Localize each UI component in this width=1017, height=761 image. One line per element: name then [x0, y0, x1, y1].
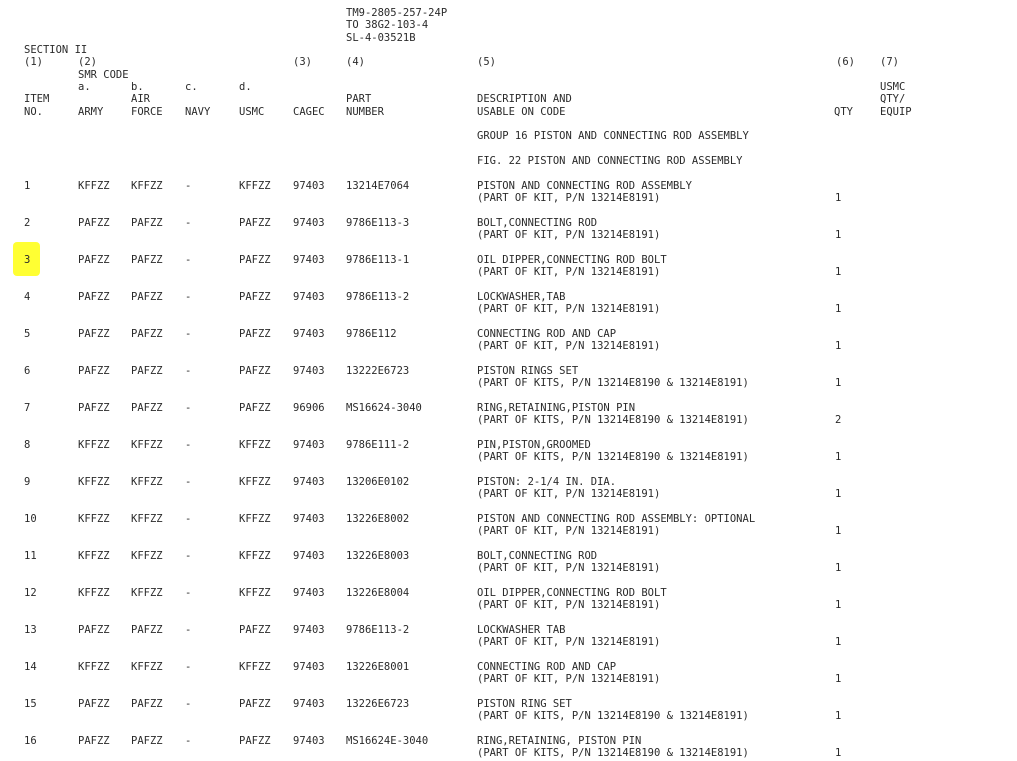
cell-navy: - — [185, 180, 192, 192]
cell-description: RING,RETAINING, PISTON PIN — [477, 735, 642, 747]
header-air-2: FORCE — [131, 106, 163, 118]
cell-item: 10 — [24, 513, 37, 525]
cell-cagec: 97403 — [293, 550, 325, 562]
cell-item: 13 — [24, 624, 37, 636]
cell-usmc: PAFZZ — [239, 624, 271, 636]
cell-navy: - — [185, 365, 192, 377]
cell-usable-on: (PART OF KIT, P/N 13214E8191) — [477, 303, 661, 315]
cell-usable-on: (PART OF KITS, P/N 13214E8190 & 13214E8191) — [477, 451, 749, 463]
header-desc-1: DESCRIPTION AND — [477, 93, 572, 105]
cell-cagec: 97403 — [293, 513, 325, 525]
cell-usmc: KFFZZ — [239, 439, 271, 451]
cell-part: 13226E6723 — [346, 698, 410, 710]
cell-usable-on: (PART OF KIT, P/N 13214E8191) — [477, 562, 661, 574]
cell-usmc: KFFZZ — [239, 513, 271, 525]
cell-army: PAFZZ — [78, 698, 110, 710]
cell-usmc: PAFZZ — [239, 291, 271, 303]
cell-part: MS16624E-3040 — [346, 735, 429, 747]
cell-navy: - — [185, 550, 192, 562]
cell-army: PAFZZ — [78, 254, 110, 266]
cell-qty: 1 — [835, 636, 842, 648]
cell-navy: - — [185, 476, 192, 488]
cell-usable-on: (PART OF KIT, P/N 13214E8191) — [477, 673, 661, 685]
doc-id-to: TO 38G2-103-4 — [346, 19, 429, 31]
cell-part: 13226E8001 — [346, 661, 410, 673]
cell-air: PAFZZ — [131, 254, 163, 266]
cell-usable-on: (PART OF KIT, P/N 13214E8191) — [477, 192, 661, 204]
figure-title: FIG. 22 PISTON AND CONNECTING ROD ASSEMBLY — [477, 155, 743, 167]
cell-item: 9 — [24, 476, 31, 488]
cell-air: PAFZZ — [131, 698, 163, 710]
cell-usmc: PAFZZ — [239, 254, 271, 266]
cell-description: BOLT,CONNECTING ROD — [477, 217, 598, 229]
sub-letter-usmc: d. — [239, 81, 252, 93]
cell-army: KFFZZ — [78, 513, 110, 525]
cell-part: MS16624-3040 — [346, 402, 422, 414]
cell-description: PIN,PISTON,GROOMED — [477, 439, 591, 451]
cell-qty: 1 — [835, 340, 842, 352]
cell-navy: - — [185, 698, 192, 710]
cell-navy: - — [185, 661, 192, 673]
cell-usmc: PAFZZ — [239, 328, 271, 340]
cell-air: KFFZZ — [131, 513, 163, 525]
cell-army: PAFZZ — [78, 328, 110, 340]
cell-air: KFFZZ — [131, 439, 163, 451]
header-usmc-qty-2: QTY/ — [880, 93, 906, 105]
cell-qty: 1 — [835, 710, 842, 722]
cell-usable-on: (PART OF KITS, P/N 13214E8190 & 13214E8191) — [477, 710, 749, 722]
cell-usable-on: (PART OF KIT, P/N 13214E8191) — [477, 525, 661, 537]
cell-navy: - — [185, 328, 192, 340]
cell-army: PAFZZ — [78, 365, 110, 377]
cell-item: 3 — [24, 254, 31, 266]
cell-cagec: 97403 — [293, 180, 325, 192]
cell-army: PAFZZ — [78, 217, 110, 229]
cell-description: BOLT,CONNECTING ROD — [477, 550, 598, 562]
cell-qty: 1 — [835, 377, 842, 389]
cell-air: PAFZZ — [131, 291, 163, 303]
cell-army: KFFZZ — [78, 439, 110, 451]
cell-air: KFFZZ — [131, 661, 163, 673]
cell-army: KFFZZ — [78, 661, 110, 673]
cell-qty: 1 — [835, 525, 842, 537]
cell-description: LOCKWASHER,TAB — [477, 291, 566, 303]
cell-army: KFFZZ — [78, 180, 110, 192]
cell-item: 7 — [24, 402, 31, 414]
cell-description: OIL DIPPER,CONNECTING ROD BOLT — [477, 254, 667, 266]
cell-description: CONNECTING ROD AND CAP — [477, 661, 617, 673]
cell-army: PAFZZ — [78, 735, 110, 747]
cell-part: 9786E113-3 — [346, 217, 410, 229]
sub-letter-air: b. — [131, 81, 144, 93]
cell-navy: - — [185, 587, 192, 599]
header-part-1: PART — [346, 93, 372, 105]
cell-army: KFFZZ — [78, 476, 110, 488]
cell-usmc: KFFZZ — [239, 587, 271, 599]
cell-cagec: 97403 — [293, 698, 325, 710]
cell-navy: - — [185, 624, 192, 636]
cell-air: PAFZZ — [131, 735, 163, 747]
cell-qty: 1 — [835, 451, 842, 463]
cell-navy: - — [185, 439, 192, 451]
cell-description: OIL DIPPER,CONNECTING ROD BOLT — [477, 587, 667, 599]
cell-usmc: KFFZZ — [239, 180, 271, 192]
cell-qty: 2 — [835, 414, 842, 426]
cell-description: PISTON AND CONNECTING ROD ASSEMBLY — [477, 180, 692, 192]
group-title: GROUP 16 PISTON AND CONNECTING ROD ASSEMBLY — [477, 130, 749, 142]
doc-id-sl: SL-4-03521B — [346, 32, 416, 44]
cell-item: 14 — [24, 661, 37, 673]
cell-usable-on: (PART OF KIT, P/N 13214E8191) — [477, 340, 661, 352]
cell-usable-on: (PART OF KITS, P/N 13214E8190 & 13214E8191) — [477, 747, 749, 759]
cell-item: 8 — [24, 439, 31, 451]
header-cagec: CAGEC — [293, 106, 325, 118]
cell-usable-on: (PART OF KIT, P/N 13214E8191) — [477, 266, 661, 278]
header-qty: QTY — [834, 106, 853, 118]
col-num-part: (4) — [346, 56, 365, 68]
cell-cagec: 97403 — [293, 735, 325, 747]
cell-usmc: PAFZZ — [239, 217, 271, 229]
cell-part: 13226E8003 — [346, 550, 410, 562]
cell-usable-on: (PART OF KIT, P/N 13214E8191) — [477, 488, 661, 500]
cell-qty: 1 — [835, 303, 842, 315]
header-item-1: ITEM — [24, 93, 50, 105]
cell-usmc: PAFZZ — [239, 365, 271, 377]
header-air-1: AIR — [131, 93, 150, 105]
cell-part: 9786E112 — [346, 328, 397, 340]
cell-army: PAFZZ — [78, 291, 110, 303]
cell-part: 9786E113-1 — [346, 254, 410, 266]
cell-cagec: 97403 — [293, 217, 325, 229]
cell-item: 6 — [24, 365, 31, 377]
cell-cagec: 97403 — [293, 328, 325, 340]
col-num-cagec: (3) — [293, 56, 312, 68]
cell-description: PISTON AND CONNECTING ROD ASSEMBLY: OPTIONAL — [477, 513, 756, 525]
cell-army: KFFZZ — [78, 587, 110, 599]
cell-item: 15 — [24, 698, 37, 710]
doc-id-tm: TM9-2805-257-24P — [346, 7, 448, 19]
cell-usable-on: (PART OF KITS, P/N 13214E8190 & 13214E8191) — [477, 377, 749, 389]
cell-part: 9786E113-2 — [346, 291, 410, 303]
cell-army: KFFZZ — [78, 550, 110, 562]
cell-navy: - — [185, 513, 192, 525]
cell-part: 13226E8002 — [346, 513, 410, 525]
header-item-2: NO. — [24, 106, 43, 118]
cell-part: 13222E6723 — [346, 365, 410, 377]
header-usmc-qty-1: USMC — [880, 81, 906, 93]
cell-description: PISTON: 2-1/4 IN. DIA. — [477, 476, 617, 488]
cell-air: PAFZZ — [131, 328, 163, 340]
cell-qty: 1 — [835, 229, 842, 241]
cell-description: CONNECTING ROD AND CAP — [477, 328, 617, 340]
cell-usmc: KFFZZ — [239, 661, 271, 673]
col-num-smr: (2) — [78, 56, 97, 68]
cell-usable-on: (PART OF KITS, P/N 13214E8190 & 13214E8191) — [477, 414, 749, 426]
cell-item: 2 — [24, 217, 31, 229]
cell-part: 13214E7064 — [346, 180, 410, 192]
cell-qty: 1 — [835, 747, 842, 759]
header-part-2: NUMBER — [346, 106, 384, 118]
cell-navy: - — [185, 217, 192, 229]
col-num-item: (1) — [24, 56, 43, 68]
cell-air: KFFZZ — [131, 587, 163, 599]
cell-part: 9786E113-2 — [346, 624, 410, 636]
cell-item: 5 — [24, 328, 31, 340]
col-num-desc: (5) — [477, 56, 496, 68]
cell-usmc: KFFZZ — [239, 550, 271, 562]
cell-qty: 1 — [835, 599, 842, 611]
cell-description: PISTON RING SET — [477, 698, 572, 710]
header-desc-2: USABLE ON CODE — [477, 106, 566, 118]
cell-qty: 1 — [835, 673, 842, 685]
cell-cagec: 97403 — [293, 476, 325, 488]
cell-item: 1 — [24, 180, 31, 192]
cell-cagec: 97403 — [293, 624, 325, 636]
header-usmc: USMC — [239, 106, 265, 118]
cell-cagec: 97403 — [293, 661, 325, 673]
cell-item: 11 — [24, 550, 37, 562]
cell-usmc: PAFZZ — [239, 735, 271, 747]
sub-letter-army: a. — [78, 81, 91, 93]
cell-usmc: PAFZZ — [239, 402, 271, 414]
cell-usable-on: (PART OF KIT, P/N 13214E8191) — [477, 599, 661, 611]
section-label: SECTION II — [24, 44, 88, 56]
cell-navy: - — [185, 735, 192, 747]
cell-qty: 1 — [835, 488, 842, 500]
cell-cagec: 97403 — [293, 254, 325, 266]
cell-navy: - — [185, 402, 192, 414]
cell-cagec: 96906 — [293, 402, 325, 414]
cell-navy: - — [185, 254, 192, 266]
smr-code-label: SMR CODE — [78, 69, 129, 81]
cell-air: PAFZZ — [131, 217, 163, 229]
header-army: ARMY — [78, 106, 104, 118]
header-navy: NAVY — [185, 106, 211, 118]
cell-item: 16 — [24, 735, 37, 747]
cell-description: LOCKWASHER TAB — [477, 624, 566, 636]
cell-usmc: KFFZZ — [239, 476, 271, 488]
col-num-usmc: (7) — [880, 56, 899, 68]
cell-cagec: 97403 — [293, 439, 325, 451]
cell-qty: 1 — [835, 266, 842, 278]
cell-air: KFFZZ — [131, 180, 163, 192]
cell-air: PAFZZ — [131, 402, 163, 414]
cell-usable-on: (PART OF KIT, P/N 13214E8191) — [477, 229, 661, 241]
cell-army: PAFZZ — [78, 624, 110, 636]
cell-cagec: 97403 — [293, 587, 325, 599]
cell-part: 9786E111-2 — [346, 439, 410, 451]
cell-air: KFFZZ — [131, 476, 163, 488]
cell-usable-on: (PART OF KIT, P/N 13214E8191) — [477, 636, 661, 648]
cell-qty: 1 — [835, 562, 842, 574]
header-usmc-qty-3: EQUIP — [880, 106, 912, 118]
cell-air: PAFZZ — [131, 624, 163, 636]
sub-letter-navy: c. — [185, 81, 198, 93]
cell-air: KFFZZ — [131, 550, 163, 562]
cell-qty: 1 — [835, 192, 842, 204]
cell-navy: - — [185, 291, 192, 303]
cell-description: PISTON RINGS SET — [477, 365, 579, 377]
cell-part: 13226E8004 — [346, 587, 410, 599]
cell-item: 12 — [24, 587, 37, 599]
cell-usmc: PAFZZ — [239, 698, 271, 710]
col-num-qty: (6) — [836, 56, 855, 68]
cell-cagec: 97403 — [293, 365, 325, 377]
cell-army: PAFZZ — [78, 402, 110, 414]
cell-cagec: 97403 — [293, 291, 325, 303]
cell-item: 4 — [24, 291, 31, 303]
cell-air: PAFZZ — [131, 365, 163, 377]
cell-description: RING,RETAINING,PISTON PIN — [477, 402, 636, 414]
cell-part: 13206E0102 — [346, 476, 410, 488]
